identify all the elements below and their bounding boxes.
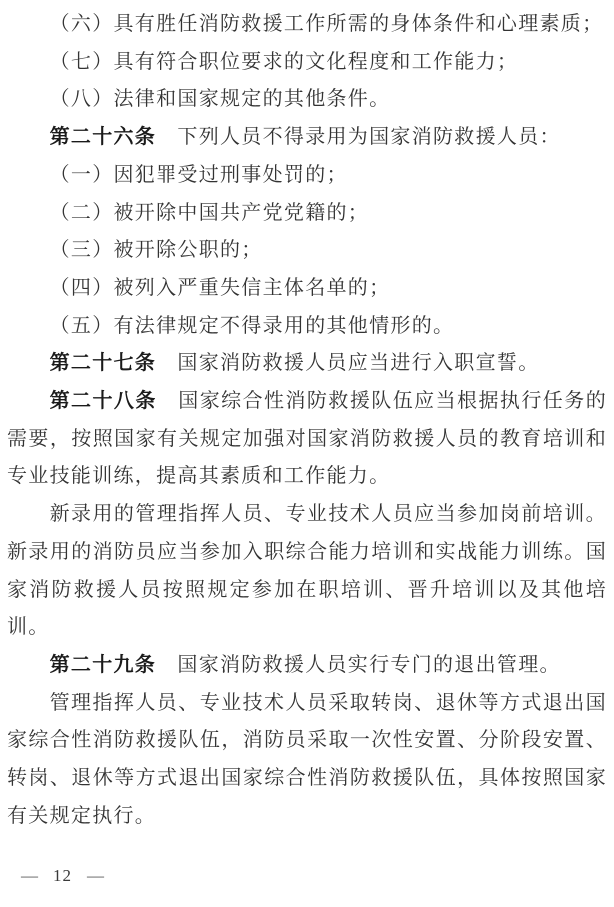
paragraph-text: 国家综合性消防救援队伍应当根据执行任务的需要，按照国家有关规定加强对国家消防救援人员的教育培训和专业技能训练，提高其素质和工作能力。 <box>7 390 607 488</box>
page-number: 12 <box>53 866 72 885</box>
body-paragraph <box>7 308 607 346</box>
footer-dash-right: — <box>87 866 104 885</box>
paragraph-text: （七）具有符合职位要求的文化程度和工作能力； <box>49 50 519 73</box>
document-body <box>7 6 607 835</box>
paragraph-text: （二）被开除中国共产党党籍的； <box>49 201 370 224</box>
paragraph-text: （四）被列入严重失信主体名单的； <box>49 276 391 299</box>
paragraph-text: 新录用的管理指挥人员、专业技术人员应当参加岗前培训。新录用的消防员应当参加入职综合能力培训和实战能力训练。国家消防救援人员按照规定参加在职培训、晋升培训以及其他培训。 <box>7 503 607 639</box>
article-paragraph <box>7 383 607 496</box>
body-paragraph <box>7 6 607 44</box>
paragraph-text: （五）有法律规定不得录用的其他情形的。 <box>49 314 455 337</box>
body-paragraph <box>7 685 607 836</box>
heading-separator <box>157 390 178 412</box>
paragraph-text: （六）具有胜任消防救援工作所需的身体条件和心理素质； <box>49 13 604 35</box>
footer-dash-left: — <box>21 866 38 885</box>
article-number: 第二十六条 <box>49 126 157 149</box>
article-paragraph <box>7 647 607 685</box>
body-paragraph <box>7 270 607 308</box>
heading-separator <box>156 654 177 676</box>
heading-separator <box>156 352 177 374</box>
article-number: 第二十九条 <box>49 653 157 676</box>
paragraph-text: （八）法律和国家规定的其他条件。 <box>49 88 391 111</box>
paragraph-text: 国家消防救援人员实行专门的退出管理。 <box>177 653 561 676</box>
body-paragraph <box>7 44 607 82</box>
article-paragraph <box>7 345 607 383</box>
body-paragraph <box>7 157 607 195</box>
body-paragraph <box>7 81 607 119</box>
heading-separator <box>156 126 177 148</box>
body-paragraph <box>7 496 607 647</box>
paragraph-text: 管理指挥人员、专业技术人员采取转岗、退休等方式退出国家综合性消防救援队伍，消防员采取一次性安置、分阶段安置、转岗、退休等方式退出国家综合性消防救援队伍，具体按照国家有关规定执行。 <box>7 691 607 827</box>
paragraph-text: （一）因犯罪受过刑事处罚的； <box>49 163 348 186</box>
article-number: 第二十八条 <box>49 390 157 413</box>
article-paragraph <box>7 119 607 157</box>
paragraph-text: 国家消防救援人员应当进行入职宣誓。 <box>177 352 540 375</box>
paragraph-text: 下列人员不得录用为国家消防救援人员： <box>177 126 561 149</box>
body-paragraph <box>7 195 607 233</box>
body-paragraph <box>7 232 607 270</box>
page-footer <box>21 866 104 886</box>
article-number: 第二十七条 <box>49 352 157 375</box>
paragraph-text: （三）被开除公职的； <box>49 239 263 262</box>
